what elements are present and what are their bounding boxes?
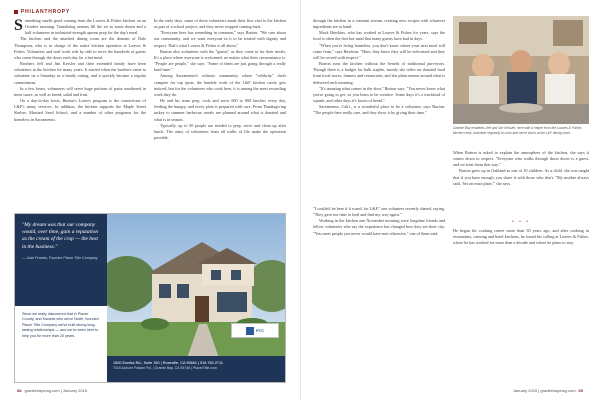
right-column-1 bbox=[313, 18, 445, 204]
page-number: 68 bbox=[17, 388, 22, 393]
drop-cap: S bbox=[14, 18, 23, 34]
section-separator bbox=[453, 218, 589, 226]
paragraph: Among Sacramento's culinary community, where "celebrity" chefs compete for top spots, the humble work of the L&F kitchen rarely gets noticed, but for the volunteers who cook here, it is among the most rewarding work they do. bbox=[154, 73, 286, 97]
paragraph-text: omething smells good coming from the Loaves & Fishes kitchen on an October morning. Tantalizing aromas fill the air as some dozen and a half volunteers in industrial-strength aprons prep for the day's meal. bbox=[24, 18, 146, 36]
paragraph: through the kitchen in a constant stream, creating new recipes with whatever ingredients are at hand. bbox=[313, 18, 445, 30]
folio-text: granitebaymag.com | January 2015 bbox=[24, 388, 88, 393]
left-column-1 bbox=[14, 18, 146, 206]
right-page bbox=[300, 0, 600, 401]
paragraph: Typically, up to 50 people are needed to prep, serve and clean up after lunch. The army of volunteers from all walks of life make the operation possible. bbox=[154, 122, 286, 140]
ad-quote-author: — Jose Francis, Founder Placer Title Company bbox=[22, 255, 98, 260]
ad-quote: "My dream was that our company would, over time, gain a reputation as the cream of the crop — the best in the business." bbox=[22, 222, 99, 250]
right-folio bbox=[513, 388, 586, 393]
ad-quote-box bbox=[15, 214, 107, 306]
ad-logo bbox=[231, 323, 279, 338]
paragraph: He and his team prep, cook and serve 600 to 800 lunches every day, feeding the hungry, and every plate is prepared with care. From Thanksgiving turkey to summer barbecue, meals are planned around what is donated and what is in season. bbox=[154, 98, 286, 122]
ad-blurb-text: Since we really discovered that in Placer County, and Kiwanis who serve North, founded Placer Title Company we've built strong long-lasting relationships — and we've been here to help you for more than 20 years. bbox=[22, 312, 99, 338]
house-photo bbox=[107, 214, 286, 358]
left-folio bbox=[14, 388, 87, 393]
folio-text: January 2015 | granitebaymag.com bbox=[512, 388, 576, 393]
paragraph: "It's amazing what comes in the door," Burton says. "You never know what you're going to get, so you learn to be creative. Some days it's a truckload of squash, and other days it's boxes of bread." bbox=[313, 85, 445, 104]
paragraph: "Everyone here has something in common," says Burton. "We care about our community, and we want everyone in it to be treated with dignity and respect. That's what Loaves & Fishes is all about." bbox=[154, 30, 286, 48]
page-number: 69 bbox=[578, 388, 583, 393]
logo-mark-icon bbox=[246, 327, 254, 335]
section-tag bbox=[14, 9, 70, 15]
section-label: PHILANTHROPY bbox=[21, 9, 71, 15]
paragraph: "When you're living homeless, you don't know where your next meal will come from," says Hawkins. "Here, they know they will be welcomed and they will be served with respect." bbox=[313, 42, 445, 60]
paragraph: The kitchen and the attached dining room are the domain of Dale Thompson, who is in charge of the entire kitchen operation at Loaves & Fishes. Volunteers and staff work side by side to serve the hundreds of guests who come through the doors each day for a hot meal. bbox=[14, 36, 146, 60]
paragraph: On a day-to-day basis, Burton's Loaves program is the cornerstone of L&F's many services. In addition, the kitchen supports the Maple Street Shelter, Mustard Seed School, and a number of other programs for the homeless in Sacramento. bbox=[14, 98, 146, 122]
separator-mark: • • • bbox=[512, 220, 530, 225]
paragraph: When Burton is asked to explain the atmosphere of the kitchen, she says it comes down to respect. "Everyone who walks through those doors is a guest, and we treat them that way." bbox=[453, 150, 589, 168]
ad-footer bbox=[107, 356, 286, 382]
paragraph: Burton also volunteers with the "guests" as they come in for their meals. It's a place where everyone is welcomed, no matter what their circumstance is. "People are people," she says. "Some of them are just going through a really hard time." bbox=[154, 48, 286, 73]
paragraph bbox=[14, 18, 146, 36]
kitchen-photo-image bbox=[453, 16, 589, 124]
paragraph: Mack Hawkins, who has worked at Loaves & Fishes for years, says the food is often the first hot meal that many guests have had in days. bbox=[313, 30, 445, 42]
photo-caption: Granite Bay residents Jeff and Jim Kessler, here with a helper from the Loaves & Fishes kitchen crew, volunteer regularly to cook and serve lunch at the L&F dining room. bbox=[453, 126, 582, 135]
paragraph: He began his cooking career more than 30 years ago, and after cooking in restaurants, catering and hotel kitchens, he found his calling at Loaves & Fishes, where he has worked for more than a decade and where he plans to stay. bbox=[453, 228, 589, 246]
ad-blurb bbox=[15, 306, 107, 373]
ad-address-line-2[interactable]: 7415 Auburn Folsom Rd. | Granite Bay, CA 95746 | PlacerTitle.com bbox=[113, 366, 217, 371]
ad-logo-text: PTC bbox=[256, 328, 264, 333]
paragraph: Working in the kitchen one November morning were longtime friends and fellow volunteers who say the experience has changed how they see their city. "You meet people you never would have met otherwise," one of them said. bbox=[313, 218, 445, 236]
right-column-1-lower bbox=[313, 206, 445, 382]
paragraph: Sacramento, Calif., is a wonderful place to be a volunteer, says Burton. "The people here really care, and they show it by giving their time." bbox=[313, 104, 445, 116]
section-square-icon bbox=[14, 10, 18, 14]
right-column-2 bbox=[453, 150, 589, 216]
ad-address-line-1: 1500 Eureka Rd., Suite 150 | Roseville, CA 95661 | 916.782.2711 bbox=[113, 361, 223, 365]
paragraph: "I couldn't be here if it wasn't for L&F," one volunteer recently shared, saying, "They gave me time to heal and find my way again." bbox=[313, 206, 445, 218]
paragraph: Brothers Jeff and Jim Kessler and their extended family have been volunteers at the kitchen for many years. It started when the brothers came to volunteer on a Saturday as a family outing, and it quickly became a regular commitment. bbox=[14, 61, 146, 85]
paragraph: Burton runs the kitchen without the benefit of traditional purveyors. Though there is a budget for bulk staples, mostly she relies on donated food from local stores, farmers and restaurants, and she plans menus around what is delivered each morning. bbox=[313, 61, 445, 85]
right-column-2-lower bbox=[453, 228, 589, 384]
paragraph: In the early days, some of these volunteers made their first visit to the kitchen as part of a school project, and they never stopped coming back. bbox=[154, 18, 286, 30]
advertisement[interactable] bbox=[14, 213, 286, 383]
left-column-2 bbox=[154, 18, 286, 206]
paragraph: In a few hours, volunteers will serve huge portions of pasta smothered in meat sauce, as well as bread, salad and fruit. bbox=[14, 85, 146, 97]
paragraph: Burton grew up in Oakland as one of 10 children. As a child, she was taught that if you have enough, you share it with those who don't. "My mother always said, 'Set an extra plate,'" she says. bbox=[453, 168, 589, 186]
feature-photo bbox=[453, 16, 589, 124]
